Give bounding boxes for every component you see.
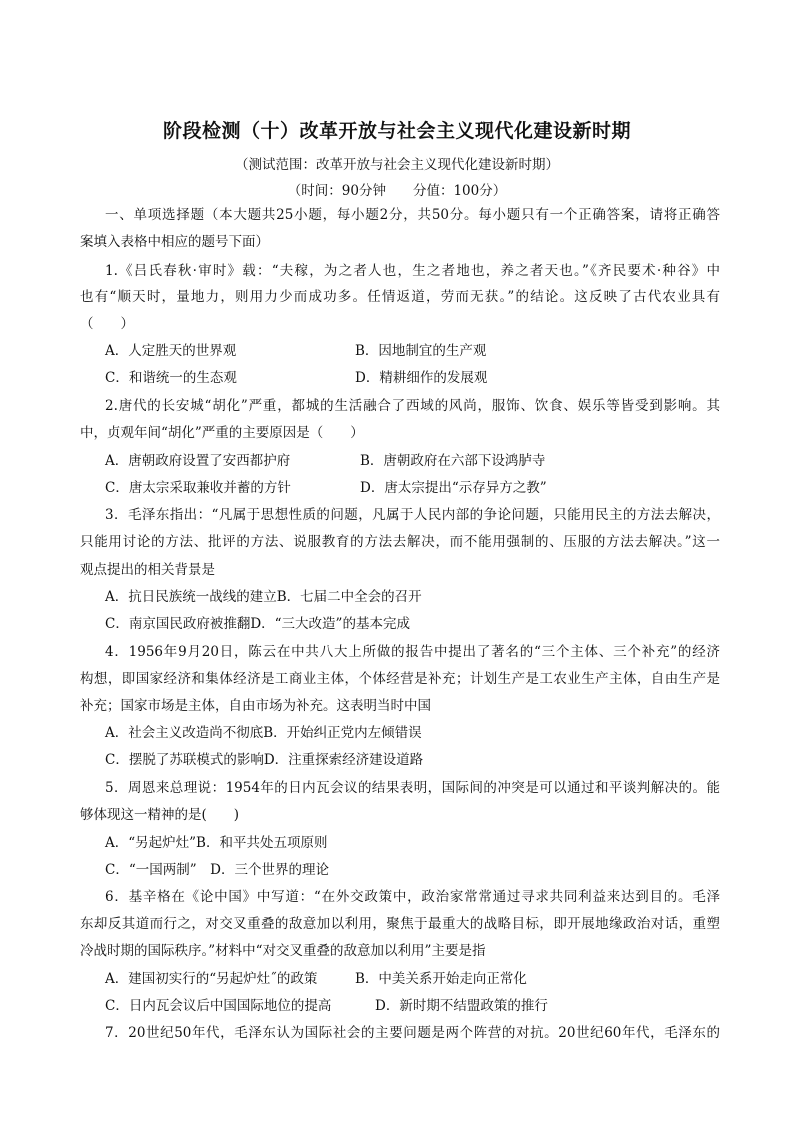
question-3-line-1: 3．毛泽东指出：“凡属于思想性质的问题，凡属于人民内部的争论问题，只能用民主的方法去解决， [105, 507, 720, 523]
question-6-option-b: B．中美关系开始走向正常化 [355, 971, 527, 987]
question-4-options-ab: A．社会主义改造尚不彻底B．开始纠正党内左倾错误 [105, 725, 422, 741]
question-1-option-d: D．精耕细作的发展观 [355, 370, 488, 386]
section-heading-line-1: 一、单项选择题（本大题共25小题，每小题2分，共50分。每小题只有一个正确答案，请将正确答 [105, 207, 720, 223]
question-2-option-a: A．唐朝政府设置了安西都护府 [105, 453, 291, 469]
question-6-line-3: 冷战时期的国际秩序。”材料中“对交叉重叠的敌意加以利用”主要是指 [80, 943, 486, 959]
question-5-options-ab: A．“另起炉灶”B．和平共处五项原则 [105, 835, 328, 851]
question-6-option-a: A．建国初实行的“另起炉灶˝的政策 [105, 971, 318, 987]
question-5-options-cd: C．“一国两制” D．三个世界的理论 [105, 862, 329, 878]
question-2-option-d: D．唐太宗提出“示存异方之教” [360, 480, 547, 496]
question-1-option-a: A．人定胜天的世界观 [105, 343, 237, 359]
question-6-line-2: 东却反其道而行之，对交叉重叠的敌意加以利用，聚焦于最重大的战略目标，即开展地缘政治对话，重塑 [80, 916, 720, 932]
question-4-line-2: 构想，即国家经济和集体经济是工商业主体，个体经营是补充；计划生产是工农业生产主体，自由生产是 [80, 671, 720, 687]
question-4-line-1: 4．1956年9月20日，陈云在中共八大上所做的报告中提出了著名的“三个主体、三个补充”的经济 [105, 644, 720, 660]
question-6-line-1: 6．基辛格在《论中国》中写道：“在外交政策中，政治家常常通过寻求共同利益来达到目的。毛泽 [105, 889, 720, 905]
question-2-option-b: B．唐朝政府在六部下设鸿胪寺 [360, 453, 546, 469]
question-1-line-3: （ ） [80, 316, 134, 332]
question-3-line-3: 观点提出的相关背景是 [80, 562, 215, 578]
time-and-score: （时间：90分钟 分值：100分） [287, 183, 507, 199]
question-1-line-2: 也有“顺天时，量地力，则用力少而成功多。任情返道，劳而无获。”的结论。这反映了古代农业具有 [80, 289, 720, 305]
question-5-line-2: 够体现这一精神的是( ) [80, 807, 240, 823]
question-5-line-1: 5．周恩来总理说：1954年的日内瓦会议的结果表明，国际间的冲突是可以通过和平谈判解决的。能 [105, 780, 720, 796]
question-2-option-c: C．唐太宗采取兼收并蓄的方针 [105, 480, 291, 496]
question-1-option-c: C．和谐统一的生态观 [105, 370, 237, 386]
test-scope: （测试范围：改革开放与社会主义现代化建设新时期） [235, 157, 559, 173]
question-6-option-d: D．新时期不结盟政策的推行 [375, 998, 548, 1014]
question-3-options-ab: A．抗日民族统一战线的建立B．七届二中全会的召开 [105, 589, 422, 605]
question-1-line-1: 1.《吕氏春秋·审时》载：“夫稼，为之者人也，生之者地也，养之者天也。”《齐民要术·种谷》中 [105, 263, 720, 279]
question-3-options-cd: C．南京国民政府被推翻D．“三大改造”的基本完成 [105, 616, 410, 632]
question-2-line-2: 中，贞观年间“胡化”严重的主要原因是（ ） [80, 425, 364, 441]
question-7-line-1: 7．20世纪50年代，毛泽东认为国际社会的主要问题是两个阵营的对抗。20世纪60年代，毛泽东的 [105, 1025, 720, 1041]
section-heading-line-2: 案填入表格中相应的题号下面） [80, 234, 269, 250]
question-1-option-b: B．因地制宜的生产观 [355, 343, 487, 359]
question-2-line-1: 2.唐代的长安城“胡化”严重，都城的生活融合了西域的风尚，服饰、饮食、娱乐等皆受到影响。其 [105, 398, 720, 414]
question-3-line-2: 只能用讨论的方法、批评的方法、说服教育的方法去解决，而不能用强制的、压服的方法去解决。”这一 [80, 534, 720, 550]
question-4-options-cd: C．摆脱了苏联模式的影响D．注重探索经济建设道路 [105, 752, 424, 768]
question-4-line-3: 补充；国家市场是主体，自由市场为补充。这表明当时中国 [80, 698, 431, 714]
page-title: 阶段检测（十）改革开放与社会主义现代化建设新时期 [162, 120, 631, 142]
question-6-option-c: C．日内瓦会议后中国国际地位的提高 [105, 998, 332, 1014]
